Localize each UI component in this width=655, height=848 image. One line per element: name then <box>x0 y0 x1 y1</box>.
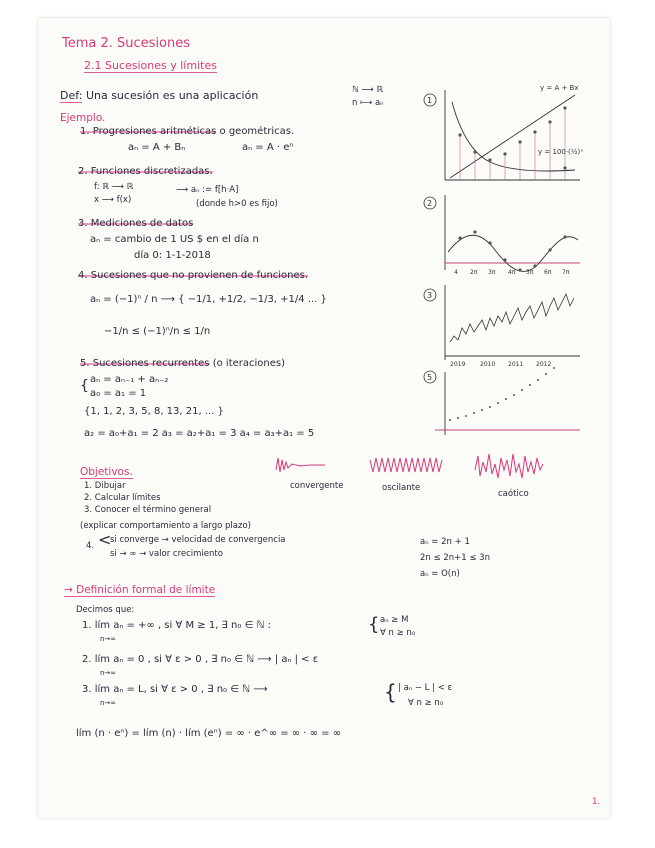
wave-label-oscillating: oscilante <box>382 483 421 493</box>
example-4-line-2: −1/n ≤ (−1)ⁿ/n ≤ 1/n <box>104 326 211 337</box>
example-3-line-1: aₙ = cambio de 1 US $ en el día n <box>90 234 259 245</box>
example-1-head: 1. Progresiones aritméticas o geométricas. <box>80 126 295 137</box>
brace: { <box>80 378 89 394</box>
example-2-formula: ⟶ aₙ := f[h·A] <box>176 185 239 195</box>
svg-text:2π: 2π <box>470 269 478 276</box>
page-number: 1. <box>592 797 601 807</box>
example-1-formula-1: aₙ = A + Bₙ <box>128 142 186 153</box>
example-5-head: 5. Sucesiones recurrentes (o iteraciones) <box>80 358 286 369</box>
objective-note: (explicar comportamiento a largo plazo) <box>80 521 251 531</box>
graph-3 <box>424 285 580 368</box>
formal-def-1-brace: { <box>368 614 380 635</box>
example-3-head: 3. Mediciones de datos <box>78 218 194 229</box>
graph-1-curve <box>452 102 575 171</box>
page-title: Tema 2. Sucesiones <box>62 36 191 51</box>
wave-label-chaotic: caótico <box>498 489 529 499</box>
example-2-head: 2. Funciones discretizadas. <box>78 166 213 177</box>
graph-2 <box>424 195 580 276</box>
formal-def-3: 3. lím aₙ = L, si ∀ ε > 0 , ∃ n₀ ∈ ℕ ⟶ <box>82 684 268 695</box>
graph-2-wave <box>448 235 578 271</box>
graph-1-stems <box>460 108 565 180</box>
formal-def-1-cond-1: aₙ ≥ M <box>380 615 409 625</box>
example-2-map-2: x ⟶ f(x) <box>94 195 132 205</box>
example-2-map-1: f: ℝ ⟶ ℝ <box>94 182 134 192</box>
result-2: 2n ≤ 2n+1 ≤ 3n <box>420 553 490 563</box>
section-title: 2.1 Sucesiones y límites <box>84 59 217 72</box>
svg-text:7π: 7π <box>562 269 570 276</box>
graph-2-badge-number: 2 <box>427 199 433 208</box>
example-5-line-4: a₂ = a₀+a₁ = 2 a₃ = a₂+a₁ = 3 a₄ = a₃+a₁ = 5 <box>84 428 315 439</box>
objective-3: 3. Conocer el término general <box>84 505 212 515</box>
graph-2-points <box>458 230 566 271</box>
svg-text:2012: 2012 <box>536 361 552 368</box>
graph-4-badge-number: 5 <box>427 373 433 382</box>
wave-chaotic <box>475 454 543 478</box>
objective-1: 1. Dibujar <box>84 481 126 491</box>
graph-3-badge-number: 3 <box>427 291 433 300</box>
graph-4-points <box>449 367 555 421</box>
example-2-note: (donde h>0 es fijo) <box>196 199 278 209</box>
graph-4 <box>424 367 580 435</box>
formal-def-2: 2. lím aₙ = 0 , si ∀ ε > 0 , ∃ n₀ ∈ ℕ ⟶ | aₙ | < ε <box>82 654 319 665</box>
formal-def-1: 1. lím aₙ = +∞ , si ∀ M ≥ 1, ∃ n₀ ∈ ℕ : <box>82 620 272 631</box>
graph-3-series <box>450 294 574 342</box>
example-5-line-3: {1, 1, 2, 3, 5, 8, 13, 21, ... } <box>84 406 224 417</box>
example-1-formula-2: aₙ = A · eⁿ <box>242 142 294 153</box>
wave-oscillating <box>370 458 442 472</box>
formal-def-2-sub: n→∞ <box>100 669 117 677</box>
example-4-line-1: aₙ = (−1)ⁿ / n ⟶ { −1/1, +1/2, −1/3, +1/4 ... } <box>90 294 327 305</box>
example-5-line-1: aₙ = aₙ₋₁ + aₙ₋₂ <box>90 374 169 385</box>
svg-text:5π: 5π <box>526 269 534 276</box>
examples-label: Ejemplo. <box>60 112 106 124</box>
graph-1-line-label: y = A + Bx <box>540 84 579 92</box>
definition-map-1: ℕ ⟶ ℝ <box>352 85 384 95</box>
svg-text:2010: 2010 <box>480 361 496 368</box>
less-than-bracket: < <box>98 530 112 549</box>
graph-1 <box>424 84 583 180</box>
formal-def-3-sub: n→∞ <box>100 699 117 707</box>
graphs-column <box>420 80 590 440</box>
graph-1-points <box>458 106 566 169</box>
final-equation: lím (n · eⁿ) = lím (n) · lím (eⁿ) = ∞ · e^∞ = ∞ · ∞ = ∞ <box>76 728 342 739</box>
svg-text:2019: 2019 <box>450 361 466 368</box>
wave-convergent <box>276 458 325 472</box>
svg-text:3π: 3π <box>488 269 496 276</box>
svg-text:2011: 2011 <box>508 361 524 368</box>
formal-def-3-cond-2: ∀ n ≥ n₀ <box>408 698 444 708</box>
svg-text:4π: 4π <box>508 269 516 276</box>
graph-3-ticks <box>450 361 551 368</box>
objective-4-line-2: si → ∞ → valor crecimiento <box>110 549 223 559</box>
definition-map-2: n ⟼ aₙ <box>352 98 384 108</box>
graph-1-badge-number: 1 <box>427 96 433 105</box>
example-4-head: 4. Sucesiones que no provienen de funciones. <box>78 270 309 281</box>
objective-4-line-1: si converge → velocidad de convergencia <box>110 535 286 545</box>
objectives-label: Objetivos. <box>80 466 133 478</box>
graph-1-curve-label: y = 100·(½)ˣ <box>538 148 584 156</box>
result-3: aₙ = O(n) <box>420 569 460 579</box>
example-5-line-2: a₀ = a₁ = 1 <box>90 388 147 399</box>
formal-intro: Decimos que: <box>76 605 135 615</box>
formal-def-1-cond-2: ∀ n ≥ n₀ <box>380 628 416 638</box>
wave-label-convergent: convergente <box>290 481 344 491</box>
objective-2: 2. Calcular límites <box>84 493 161 503</box>
example-3-line-2: día 0: 1-1-2018 <box>134 250 211 261</box>
svg-text:6π: 6π <box>544 269 552 276</box>
graph-1-line <box>450 95 575 178</box>
graph-2-ticks <box>454 269 570 276</box>
formal-def-3-brace: { <box>384 680 397 704</box>
definition-line: Def: Una sucesión es una aplicación <box>60 89 259 102</box>
formal-def-1-sub: n→∞ <box>100 635 117 643</box>
result-1: aₙ = 2n + 1 <box>420 537 470 547</box>
objective-4-number: 4. <box>86 541 95 551</box>
formal-heading: → Definición formal de límite <box>64 584 216 596</box>
svg-text:4: 4 <box>454 269 458 276</box>
formal-def-3-cond-1: | aₙ − L | < ε <box>398 683 453 693</box>
